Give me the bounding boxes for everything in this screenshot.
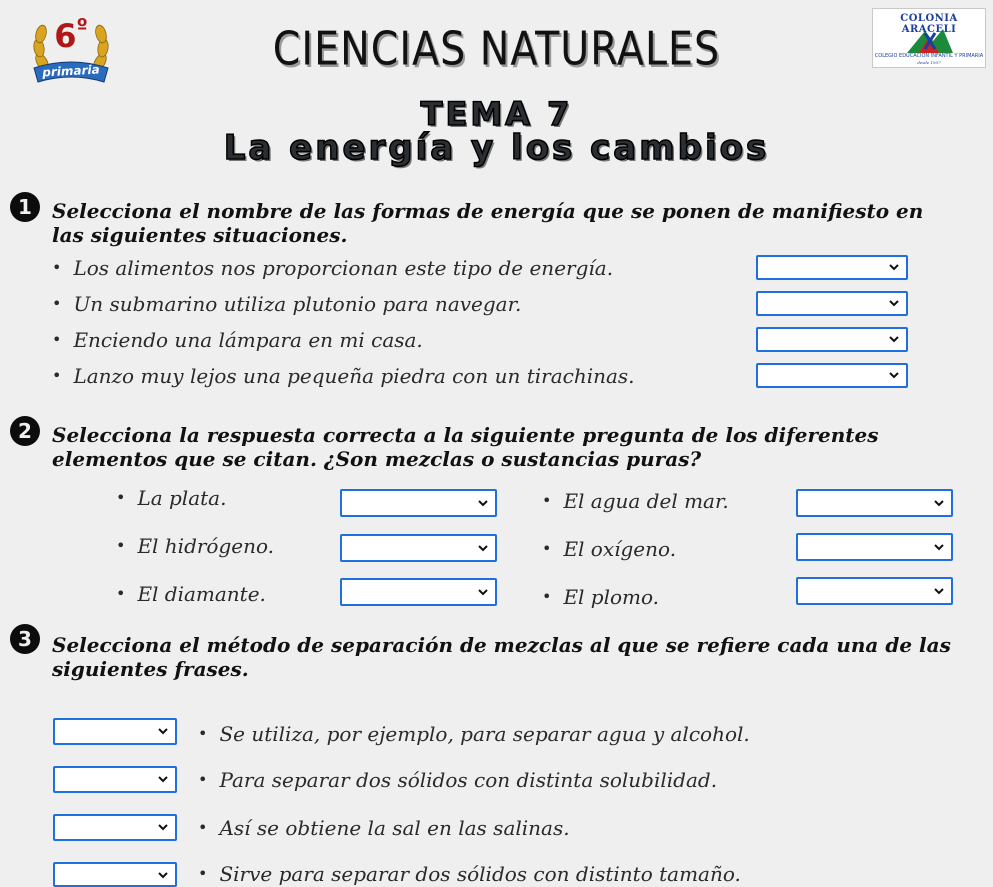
s2-left-select-2[interactable]	[340, 534, 497, 562]
school-subtitle: COLEGIO EDUCACIÓN INFANTIL Y PRIMARIA	[874, 53, 984, 59]
s2-left-select-1[interactable]	[340, 489, 497, 517]
section-3-number: 3	[10, 624, 40, 654]
tema-title: TEMA 7	[420, 95, 573, 133]
s3-select-1[interactable]	[53, 718, 177, 745]
grade-label: primaria	[41, 62, 100, 80]
chevron-down-icon	[157, 724, 169, 738]
s1-select-2[interactable]	[756, 291, 908, 316]
chevron-down-icon	[888, 296, 900, 310]
s3-item-3: • Así se obtiene la sal en las salinas.	[198, 816, 570, 840]
s1-item-1: • Los alimentos nos proporcionan este tipo de energía.	[52, 256, 614, 280]
page-title: CIENCIAS NATURALES	[272, 22, 721, 77]
s1-select-1[interactable]	[756, 255, 908, 280]
s2-left-item-2: • El hidrógeno.	[116, 534, 275, 558]
chevron-down-icon	[157, 868, 169, 882]
chevron-down-icon	[477, 496, 489, 510]
grade-number: $6^º$	[54, 14, 88, 55]
s2-right-select-3[interactable]	[796, 577, 953, 605]
school-since: desde 1957	[917, 60, 941, 65]
chevron-down-icon	[933, 540, 945, 554]
s2-right-item-2: • El oxígeno.	[542, 537, 677, 561]
school-name: COLONIA ARACELI	[900, 13, 958, 35]
chevron-down-icon	[933, 496, 945, 510]
s1-select-3[interactable]	[756, 327, 908, 352]
chevron-down-icon	[157, 772, 169, 786]
chevron-down-icon	[888, 368, 900, 382]
chevron-down-icon	[157, 820, 169, 834]
s1-item-3: • Enciendo una lámpara en mi casa.	[52, 328, 423, 352]
section-1-heading: Selecciona el nombre de las formas de energía que se ponen de manifiesto en las siguientes situaciones.	[52, 199, 924, 247]
s3-item-4: • Sirve para separar dos sólidos con distinto tamaño.	[198, 862, 741, 886]
s2-right-select-1[interactable]	[796, 489, 953, 517]
chevron-down-icon	[888, 332, 900, 346]
s1-item-4: • Lanzo muy lejos una pequeña piedra con un tirachinas.	[52, 364, 635, 388]
s2-right-item-3: • El plomo.	[542, 585, 660, 609]
chevron-down-icon	[477, 585, 489, 599]
s2-left-item-3: • El diamante.	[116, 582, 266, 606]
section-2-number: 2	[10, 416, 40, 446]
s3-item-2: • Para separar dos sólidos con distinta solubilidad.	[198, 768, 718, 792]
s2-left-select-3[interactable]	[340, 578, 497, 606]
s1-select-4[interactable]	[756, 363, 908, 388]
s3-select-3[interactable]	[53, 814, 177, 841]
s1-item-2: • Un submarino utiliza plutonio para navegar.	[52, 292, 522, 316]
s3-item-1: • Se utiliza, por ejemplo, para separar agua y alcohol.	[198, 722, 750, 746]
tema-subtitle: La energía y los cambios	[223, 128, 770, 168]
section-2-heading: Selecciona la respuesta correcta a la siguiente pregunta de los diferentes elementos que se citan. ¿Son mezclas o sustancias puras?	[52, 423, 879, 471]
s2-left-item-1: • La plata.	[116, 486, 227, 510]
s2-right-select-2[interactable]	[796, 533, 953, 561]
school-logo	[872, 8, 986, 68]
section-3-heading: Selecciona el método de separación de mezclas al que se refiere cada una de las siguientes frases.	[52, 633, 951, 681]
s2-right-item-1: • El agua del mar.	[542, 489, 729, 513]
chevron-down-icon	[477, 541, 489, 555]
chevron-down-icon	[933, 584, 945, 598]
s3-select-2[interactable]	[53, 766, 177, 793]
section-1-number: 1	[10, 192, 40, 222]
chevron-down-icon	[888, 260, 900, 274]
s3-select-4[interactable]	[53, 862, 177, 887]
